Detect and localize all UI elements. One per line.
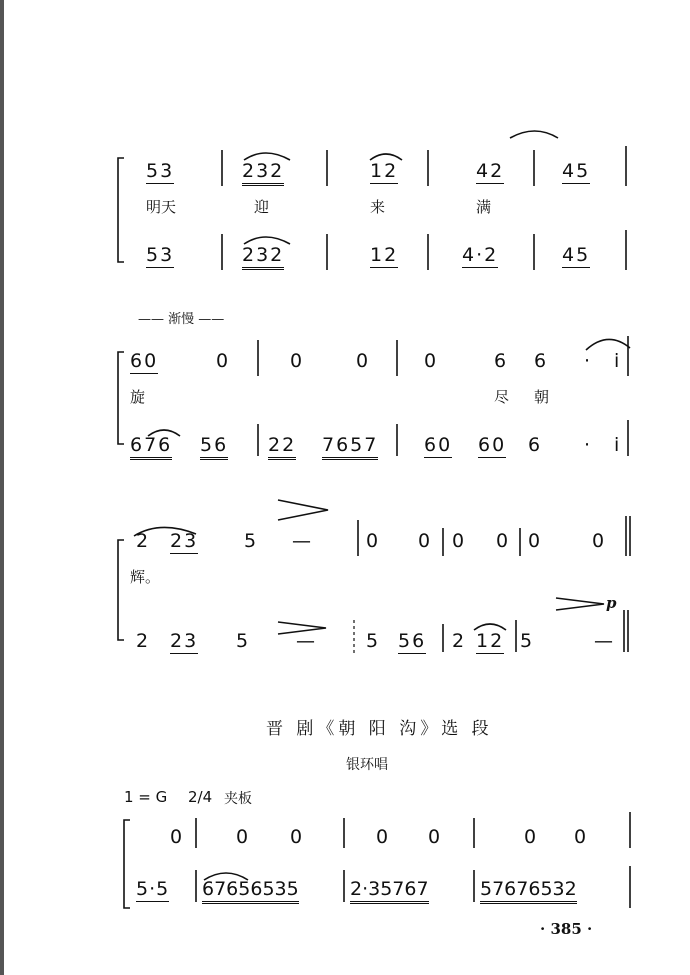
system3-bracket (118, 540, 124, 640)
s3-bottom-note: 56 (398, 630, 427, 652)
s4-bottom-note: 67656535 (202, 878, 299, 904)
s4-bottom-note: 57676532 (480, 878, 577, 904)
s1-lyric: 满 (476, 198, 492, 216)
s3-bottom-note: 2 (452, 630, 467, 652)
s3-top-note: 0 (452, 530, 467, 552)
s1-top-note: 232 (242, 160, 284, 186)
s2-top-note: 6 (494, 350, 509, 372)
s2-lyric: 朝 (534, 388, 550, 406)
key-signature: 1 = G (124, 788, 168, 806)
s1-lyric: 来 (370, 198, 386, 216)
s1-bottom-note: 53 (146, 244, 175, 266)
s2-bottom-note: 56 (200, 434, 228, 460)
s2-bottom-note: 22 (268, 434, 296, 460)
s1-top-note: 45 (562, 160, 591, 182)
time-signature: 2/4 (188, 788, 213, 806)
s2-bottom-note: · (584, 434, 593, 456)
system4-bracket (124, 820, 130, 908)
s2-top-note: i (614, 350, 622, 372)
s1-bottom-note: 232 (242, 244, 284, 270)
s2-bottom-note: i (614, 434, 622, 456)
tempo-mark: —— 渐慢 —— (138, 312, 225, 327)
s2-top-note: 6 (534, 350, 549, 372)
s3-bottom-note: 5 (366, 630, 381, 652)
s3-bottom-note: — (594, 630, 615, 652)
s3-bottom-note: 5 (236, 630, 251, 652)
s1-bottom-note: 12 (370, 244, 399, 266)
s1-top-note: 53 (146, 160, 175, 182)
s3-top-note: 5 (244, 530, 259, 552)
s4-top-note: 0 (290, 826, 305, 848)
s2-bottom-note: 6 (528, 434, 543, 456)
dynamic-piano: p (606, 594, 617, 612)
s2-bottom-note: 676 (130, 434, 172, 460)
system2-bracket (118, 352, 124, 444)
s3-bottom-note: 12 (476, 630, 505, 652)
s4-top-note: 0 (376, 826, 391, 848)
s3-top-note: — (292, 530, 313, 552)
s1-lyric: 明天 (146, 198, 177, 216)
section-title: 晋 剧《朝 阳 沟》选 段 (266, 719, 493, 739)
s1-bottom-note: 4·2 (462, 244, 499, 266)
s4-bottom-note: 5·5 (136, 878, 170, 900)
s4-bottom-note: 2·35767 (350, 878, 429, 904)
s1-lyric: 迎 (254, 198, 270, 216)
tempo-text: 夹板 (224, 791, 252, 807)
s2-top-note: 0 (216, 350, 231, 372)
singer-credit: 银环唱 (346, 757, 388, 773)
s4-top-note: 0 (236, 826, 251, 848)
s3-top-note: 0 (418, 530, 433, 552)
s3-bottom-note: — (296, 630, 317, 652)
s3-top-note: 0 (528, 530, 543, 552)
s3-bottom-note: 5 (520, 630, 535, 652)
s2-lyric: 旋 (130, 388, 146, 406)
s3-top-note: 0 (366, 530, 381, 552)
s4-top-note: 0 (524, 826, 539, 848)
s3-top-note: 0 (496, 530, 511, 552)
s2-top-note: 0 (290, 350, 305, 372)
s2-lyric: 尽 (494, 388, 510, 406)
s4-top-note: 0 (428, 826, 443, 848)
s3-top-note: 2 (136, 530, 151, 552)
s2-top-note: · (584, 350, 593, 372)
page-number: · 385 · (540, 920, 593, 938)
s2-top-note: 0 (356, 350, 371, 372)
s1-top-note: 12 (370, 160, 399, 182)
s3-top-note: 0 (592, 530, 607, 552)
s2-bottom-note: 60 (424, 434, 453, 456)
system1-bracket (118, 158, 124, 262)
s2-bottom-note: 7657 (322, 434, 378, 460)
s3-lyric: 辉。 (130, 568, 161, 586)
s2-bottom-note: 60 (478, 434, 507, 456)
s4-top-note: 0 (170, 826, 185, 848)
s3-top-note: 23 (170, 530, 199, 552)
s3-bottom-note: 2 (136, 630, 151, 652)
s1-bottom-note: 45 (562, 244, 591, 266)
s1-top-note: 42 (476, 160, 505, 182)
s4-top-note: 0 (574, 826, 589, 848)
s3-bottom-note: 23 (170, 630, 199, 652)
s2-top-note: 0 (424, 350, 439, 372)
s2-top-note: 60 (130, 350, 159, 372)
